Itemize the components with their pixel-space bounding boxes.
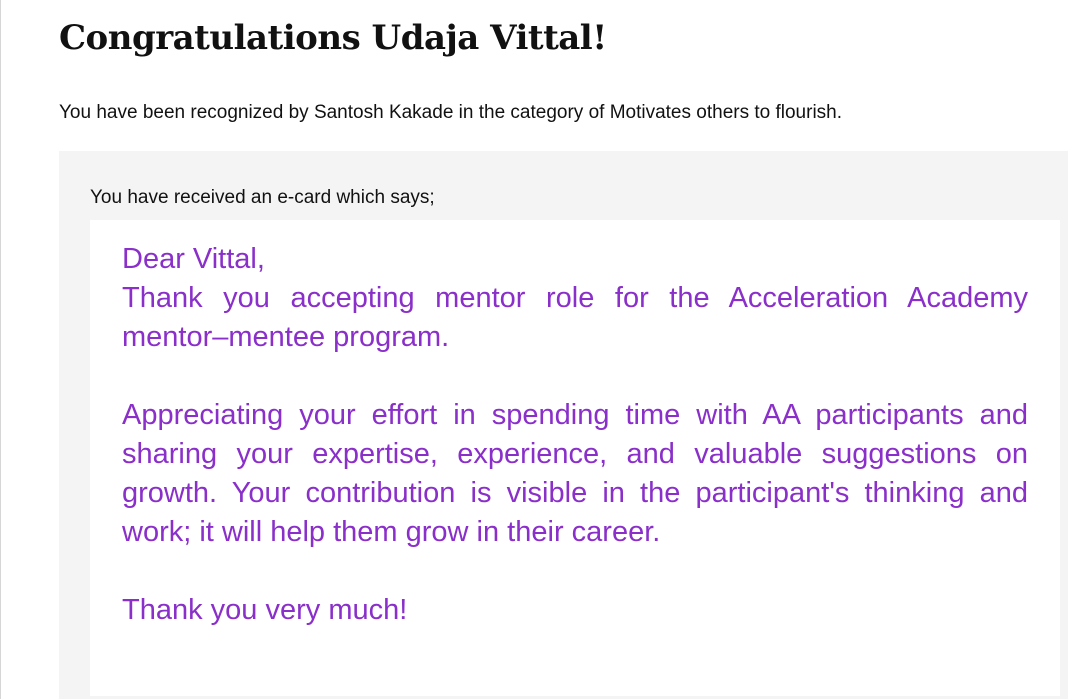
ecard-panel bbox=[59, 151, 1068, 699]
ecard-closing: Thank you very much! bbox=[122, 594, 408, 626]
ecard-message-box bbox=[90, 220, 1060, 696]
paragraph-spacer bbox=[122, 357, 1028, 396]
ecard-paragraph-2: Appreciating your effort in spending time with AA participants and sharing your expertise, experience, and valuable suggestions on growth. Your contribution is visible in the participant's thinking and work; it will help them grow in their career. bbox=[122, 399, 1028, 548]
ecard-intro-text: You have received an e-card which says; bbox=[90, 187, 435, 208]
ecard-greeting: Dear Vittal, bbox=[122, 243, 265, 275]
ecard-paragraph-1: Thank you accepting mentor role for the Acceleration Academy mentor–mentee program. bbox=[122, 282, 1028, 353]
recognition-text: You have been recognized by Santosh Kakade in the category of Motivates others to flourish. bbox=[59, 102, 843, 123]
page-title: Congratulations Udaja Vittal! bbox=[59, 18, 607, 58]
paragraph-spacer bbox=[122, 552, 1028, 591]
